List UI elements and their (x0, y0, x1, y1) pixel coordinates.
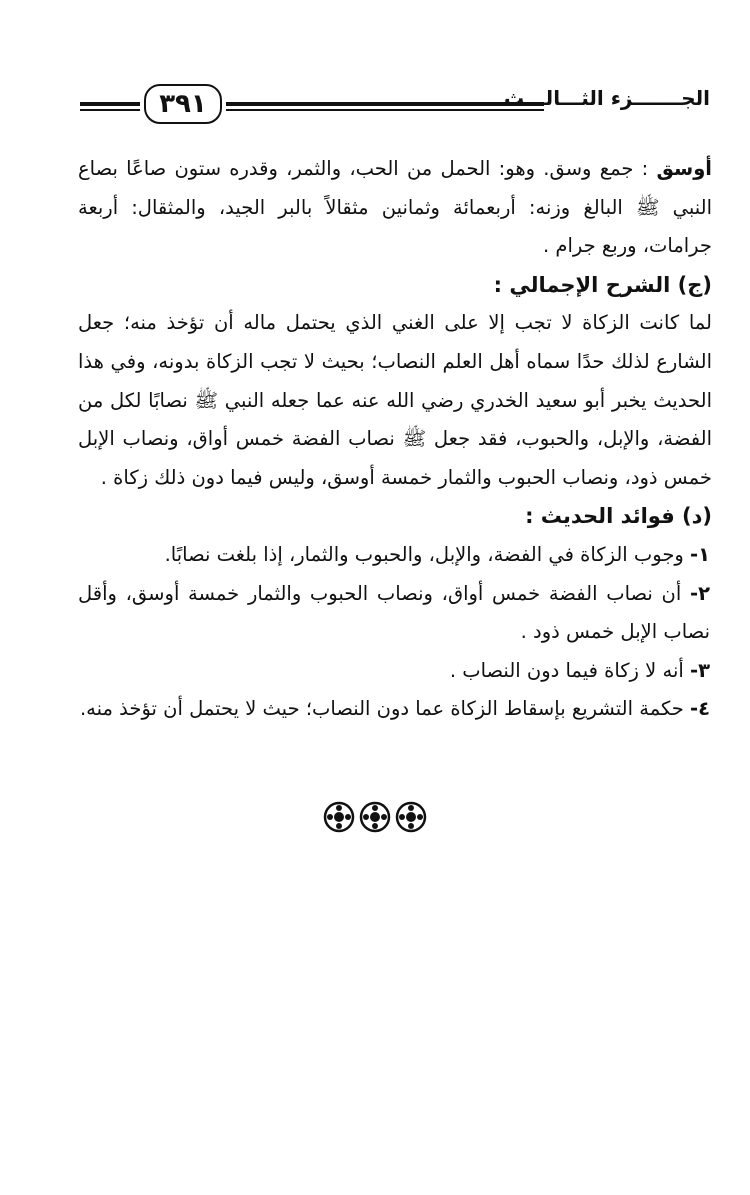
benefit-number: ٢- (690, 581, 710, 605)
benefit-text: أنه لا زكاة فيما دون النصاب . (449, 658, 684, 682)
benefit-item (78, 652, 712, 691)
benefit-text: حكمة التشريع بإسقاط الزكاة عما دون النصاب؛ حيث لا يحتمل أن تؤخذ منه. (79, 697, 684, 721)
header-rule-left (80, 102, 140, 111)
benefit-item (78, 536, 712, 575)
summary-paragraph: لما كانت الزكاة لا تجب إلا على الغني الذي يحتمل ماله أن تؤخذ منه؛ جعل الشارع لذلك حدًا سماه أهل العلم النصاب؛ بحيث لا تجب الزكاة بدونه، وفي هذا الحديث يخبر أبو سعيد الخدري رضي الله عنه عما جعله النبي ﷺ نصابًا لكل من الفضة، والإبل، والحبوب، فقد جعل ﷺ نصاب الفضة خمس أواق، ونصاب الإبل خمس ذود، ونصاب الحبوب والثمار خمسة أوسق، وليس فيما دون ذلك زكاة . (78, 311, 712, 489)
section-d-heading: (د) فوائد الحديث : (525, 504, 712, 529)
triple-flower-ornament-icon (0, 800, 750, 838)
section-c-heading: (ج) الشرح الإجمالي : (493, 272, 712, 297)
definition-paragraph (78, 150, 712, 266)
benefit-number: ٤- (690, 697, 710, 721)
part-title: الجـــــــزء الثـــالـــث (504, 86, 710, 110)
page-number: ٣٩١ (144, 84, 222, 124)
benefit-item (78, 690, 712, 729)
benefit-number: ١- (690, 542, 710, 566)
defined-term: أوسق (656, 157, 712, 180)
definition-text: : جمع وسق. وهو: الحمل من الحب، والثمر، وقدره ستون صاعًا بصاع النبي ﷺ البالغ وزنه: أربعمائة وثمانين مثقالاً بالبر الجيد، والمثقال: أربعة جرامات، وربع جرام . (78, 157, 712, 258)
page-header (80, 80, 710, 132)
benefit-number: ٣- (690, 658, 710, 682)
main-text (78, 150, 712, 729)
benefit-item (78, 575, 712, 652)
benefit-text: وجوب الزكاة في الفضة، والإبل، والحبوب والثمار، إذا بلغت نصابًا. (164, 542, 684, 566)
benefit-text: أن نصاب الفضة خمس أواق، ونصاب الحبوب والثمار خمسة أوسق، وأقل نصاب الإبل خمس ذود . (78, 581, 710, 644)
